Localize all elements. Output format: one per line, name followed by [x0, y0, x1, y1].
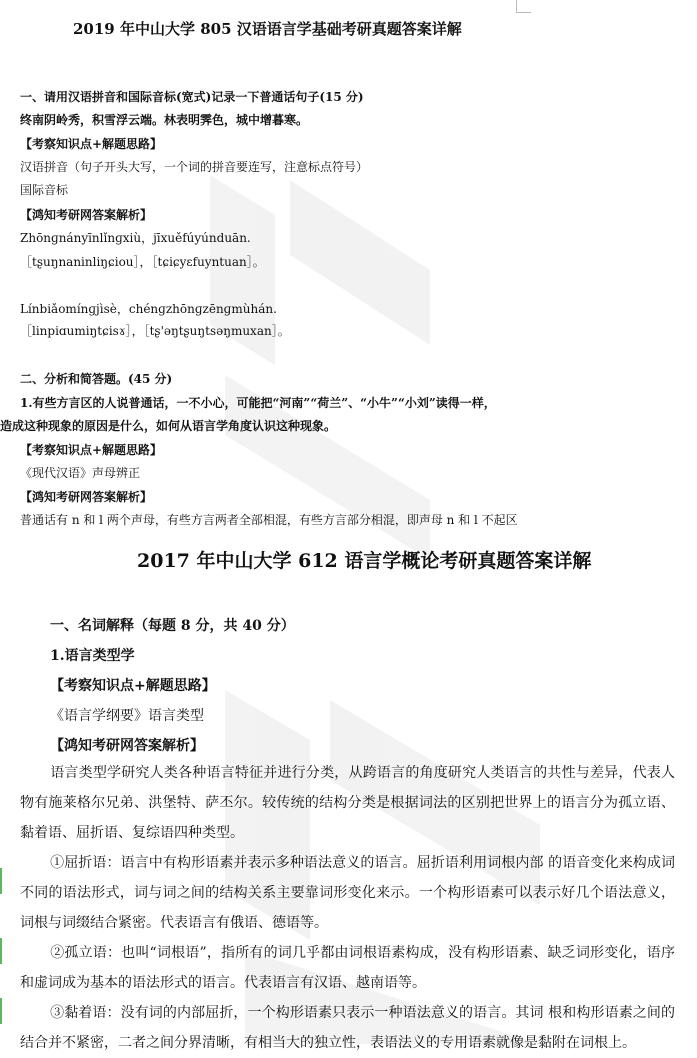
- doc2-title: 2017 年中山大学 612 语言学概论考研真题答案详解: [137, 550, 592, 572]
- doc2-answer-heading: 【鸿知考研网答案解析】: [50, 738, 204, 754]
- doc1-kp-line-2: 国际音标: [20, 183, 69, 197]
- doc1-section2-heading: 二、分析和简答题。(45 分): [20, 372, 173, 386]
- doc2-kp-line: 《语言学纲要》语言类型: [50, 708, 204, 724]
- doc1-question1-line1: 1.有些方言区的人说普通话，一不小心，可能把“河南”“荷兰”、“小牛”“小刘”读得一样，: [20, 396, 496, 410]
- doc1-ipa-1: ［tʂuŋnaninliŋɕiou］，［tɕiɕyɛfuyntuan］。: [20, 255, 265, 269]
- margin-change-bar: [0, 938, 2, 964]
- doc1-question1-line2: 造成这种现象的原因是什么，如何从语言学角度认识这种现象。: [0, 419, 337, 433]
- doc2-paragraph-4-text: ③黏着语：没有词的内部屈折，一个构形语素只表示一种语法意义的语言。其词 根和构形语素之间的结合并不紧密，二者之间分界清晰，有相当大的独立性，表语法义的专用语素就像是黏附在词根上。: [20, 1005, 675, 1051]
- crop-mark: [516, 0, 531, 13]
- doc1-kp-heading-2: 【考察知识点+解题思路】: [20, 443, 163, 457]
- doc1-section1-heading: 一、请用汉语拼音和国际音标(宽式)记录一下普通话句子(15 分): [20, 90, 364, 104]
- doc1-answer-heading-2: 【鸿知考研网答案解析】: [20, 490, 153, 504]
- doc1-answer-heading-1: 【鸿知考研网答案解析】: [20, 208, 153, 222]
- doc2-kp-heading: 【考察知识点+解题思路】: [50, 678, 216, 694]
- doc2-paragraph-1-text: 语言类型学研究人类各种语言特征并进行分类，从跨语言的角度研究人类语言的共性与差异，代表人物有施莱格尔兄弟、洪堡特、萨丕尔。较传统的结构分类是根据词法的区别把世界上的语言分为孤立语、黏着语、屈折语、复综语四种类型。: [20, 765, 675, 841]
- doc2-paragraph-4: [20, 998, 675, 1058]
- doc1-answer-line: 普通话有 n 和 l 两个声母，有些方言两者全部相混，有些方言部分相混，即声母 n 和 l 不起区: [20, 513, 518, 527]
- doc2-item1-heading: 1.语言类型学: [50, 648, 135, 664]
- doc1-pinyin-2: Línbiǎomínɡjìsè，chénɡzhōnɡzēnɡmùhán.: [20, 302, 277, 316]
- doc1-kp-heading-1: 【考察知识点+解题思路】: [20, 137, 163, 151]
- doc1-ipa-2: ［linpiɑumiŋtɕisɤ］，［tʂ'əŋtʂuŋtsəŋmuxan］。: [20, 324, 290, 338]
- doc2-section1-heading: 一、名词解释（每题 8 分，共 40 分）: [50, 618, 295, 634]
- doc1-title: 2019 年中山大学 805 汉语语言学基础考研真题答案详解: [73, 20, 462, 38]
- doc2-paragraph-2-text: ①屈折语：语言中有构形语素并表示多种语法意义的语言。屈折语利用词根内部 的语音变化来构成词不同的语法形式，词与词之间的结构关系主要靠词形变化来示。一个构形语素可以表示好几个语法意义，词根与词缀结合紧密。代表语言有俄语、德语等。: [20, 855, 675, 931]
- doc2-paragraph-2: [20, 848, 675, 938]
- doc1-kp-line-3: 《现代汉语》声母辨正: [20, 466, 141, 480]
- doc2-paragraph-3-text: ②孤立语：也叫“词根语”，指所有的词几乎都由词根语素构成，没有构形语素、缺乏词形变化，语序和虚词成为基本的语法形式的语言。代表语言有汉语、越南语等。: [20, 945, 675, 991]
- margin-change-bar: [0, 868, 2, 894]
- margin-change-bar: [0, 998, 2, 1024]
- doc2-paragraph-3: [20, 938, 675, 998]
- doc1-question-sentence: 终南阴岭秀，积雪浮云端。林表明霁色，城中增暮寒。: [20, 113, 309, 127]
- doc1-pinyin-1: Zhōnɡnányīnlǐnɡxiù，jīxuěfúyúnduān.: [20, 231, 251, 245]
- doc1-kp-line-1: 汉语拼音（句子开头大写，一个词的拼音要连写，注意标点符号）: [20, 160, 369, 174]
- doc2-paragraph-1: [20, 758, 675, 848]
